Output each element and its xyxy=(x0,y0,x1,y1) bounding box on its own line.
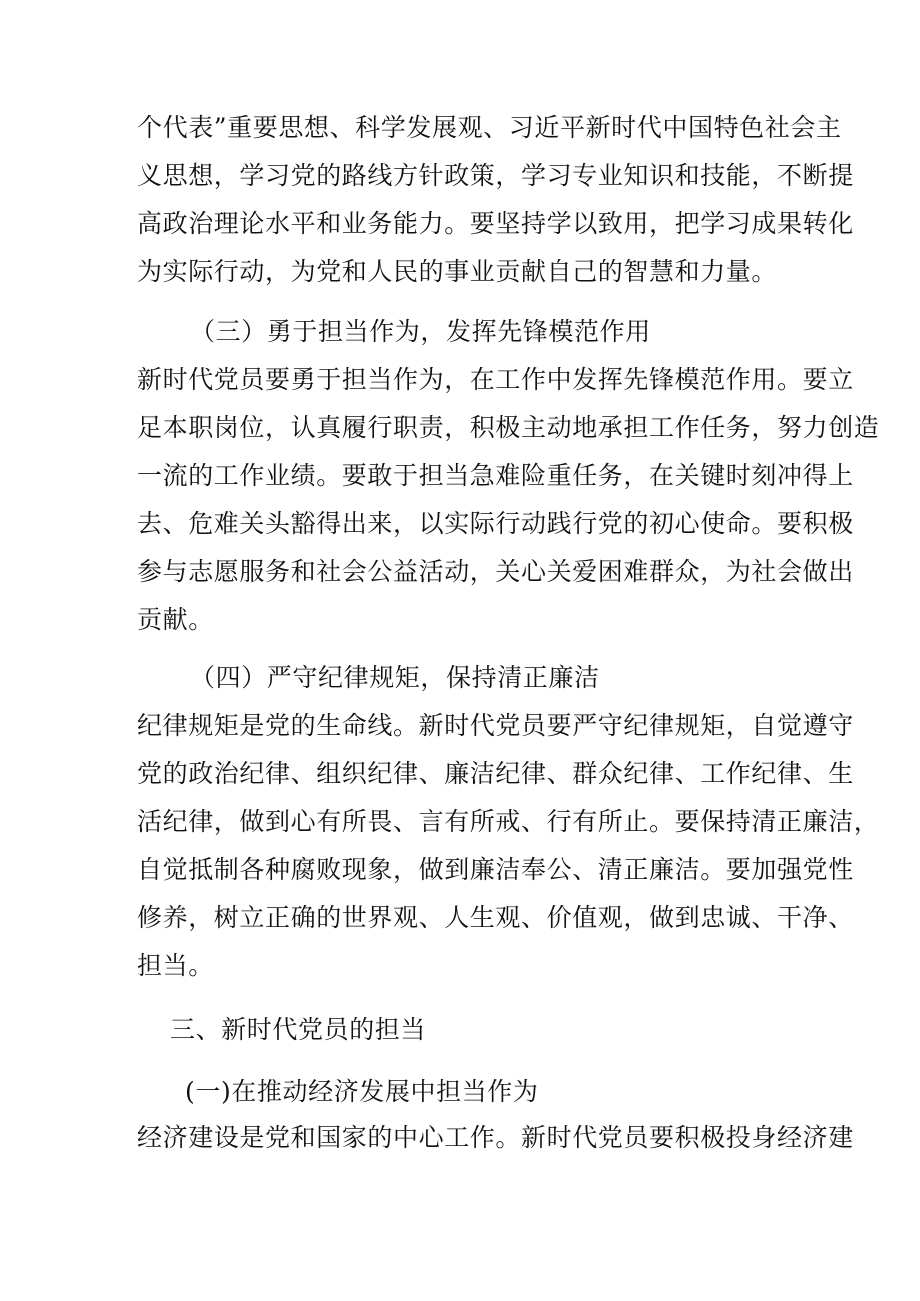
paragraph-line: 担当。 xyxy=(137,951,214,980)
paragraph-line: 纪律规矩是党的生命线。新时代党员要严守纪律规矩，自觉遵守 xyxy=(137,711,854,740)
paragraph-line: 参与志愿服务和社会公益活动，关心关爱困难群众，为社会做出 xyxy=(137,557,854,586)
paragraph-line: 高政治理论水平和业务能力。要坚持学以致用，把学习成果转化 xyxy=(137,209,854,238)
paragraph-line: 经济建设是党和国家的中心工作。新时代党员要积极投身经济建 xyxy=(137,1123,854,1152)
paragraph-line: 一流的工作业绩。要敢于担当急难险重任务，在关键时刻冲得上 xyxy=(137,461,854,490)
chapter-heading: 三、新时代党员的担当 xyxy=(170,1015,427,1044)
paragraph-line: 贡献。 xyxy=(137,605,214,634)
section-heading: （四）严守纪律规矩，保持清正廉洁 xyxy=(190,663,600,692)
paragraph-line: 活纪律，做到心有所畏、言有所戒、行有所止。要保持清正廉洁， xyxy=(137,807,880,836)
section-heading: (一)在推动经济发展中担当作为 xyxy=(185,1077,539,1106)
paragraph-line: 修养，树立正确的世界观、人生观、价值观，做到忠诚、干净、 xyxy=(137,903,854,932)
paragraph-line: 新时代党员要勇于担当作为，在工作中发挥先锋模范作用。要立 xyxy=(137,365,854,394)
section-heading: （三）勇于担当作为，发挥先锋模范作用 xyxy=(190,317,651,346)
paragraph-line: 自觉抵制各种腐败现象，做到廉洁奉公、清正廉洁。要加强党性 xyxy=(137,855,854,884)
paragraph-line: 足本职岗位，认真履行职责，积极主动地承担工作任务，努力创造 xyxy=(137,413,880,442)
paragraph-line: 个代表”重要思想、科学发展观、习近平新时代中国特色社会主 xyxy=(137,113,842,142)
paragraph-line: 党的政治纪律、组织纪律、廉洁纪律、群众纪律、工作纪律、生 xyxy=(137,759,854,788)
paragraph-line: 义思想，学习党的路线方针政策，学习专业知识和技能，不断提 xyxy=(137,161,854,190)
paragraph-line: 为实际行动，为党和人民的事业贡献自己的智慧和力量。 xyxy=(137,257,778,286)
paragraph-line: 去、危难关头豁得出来，以实际行动践行党的初心使命。要积极 xyxy=(137,509,854,538)
